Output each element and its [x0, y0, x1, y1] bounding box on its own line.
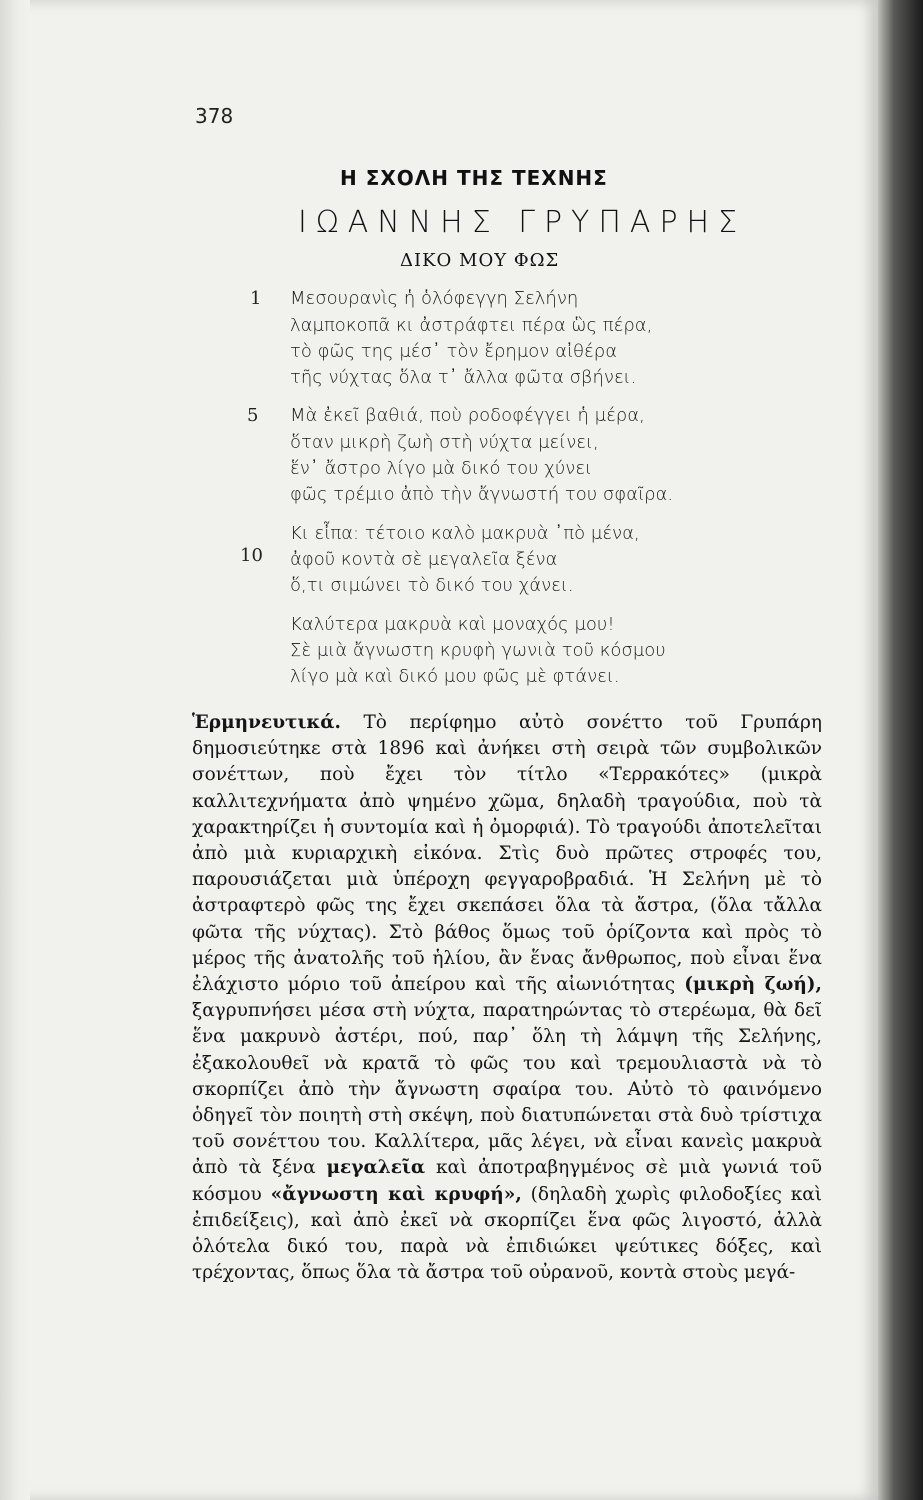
commentary-emphasis: (μικρὴ ζωή),	[684, 974, 822, 996]
commentary-emphasis: μεγαλεῖα	[326, 1157, 426, 1179]
poem-line: ὅταν μικρὴ ζωὴ στὴ νύχτα μείνει,	[290, 432, 599, 453]
page-number: 378	[195, 104, 234, 128]
line-number-1: 1	[250, 288, 262, 309]
author-name: ΙΩΑΝΝΗΣ ΓΡΥΠΑΡΗΣ	[298, 205, 747, 240]
line-number-10: 10	[240, 545, 263, 566]
poem-line: Μεσουρανὶς ἡ ὁλόφεγγη Σελήνη	[290, 288, 579, 309]
poem-line: Σὲ μιὰ ἄγνωστη κρυφὴ γωνιὰ τοῦ κόσμου	[290, 640, 666, 661]
poem-line: Κι εἶπα: τέτοιο καλὸ μακρυὰ ᾿πὸ μένα,	[290, 523, 640, 544]
poem-line: ὅ,τι σιμώνει τὸ δικό του χάνει.	[290, 575, 574, 596]
poem-line: Μὰ ἐκεῖ βαθιά, ποὺ ροδοφέγγει ἡ μέρα,	[290, 405, 645, 426]
poem-title: ΔΙΚΟ ΜΟΥ ΦΩΣ	[400, 250, 560, 271]
poem-line: λαμποκοπᾶ κι ἀστράφτει πέρα ὣς πέρα,	[290, 315, 653, 336]
poem-line: τῆς νύχτας ὅλα τ᾿ ἄλλα φῶτα σβήνει.	[290, 367, 637, 388]
scan-dark-edge	[878, 0, 923, 1500]
line-number-5: 5	[247, 405, 259, 426]
poem-line: φῶς τρέμιο ἀπὸ τὴν ἄγνωστή του σφαῖρα.	[290, 484, 674, 505]
commentary-text: Τὸ περίφημο αὐτὸ σονέττο τοῦ Γρυπάρη δημοσιεύτηκε στὰ 1896 καὶ ἀνήκει στὴ σειρὰ τῶν συμβολικῶν σονέττων, ποὺ ἔχει τὸν τίτλο «Τερρακότες» (μικρὰ καλλιτεχνήματα ἀπὸ ψημένο χῶμα, δηλαδὴ τραγούδια, ποὺ τὰ χαρακτηρίζει ἡ συντομία καὶ ἡ ὀμορφιά). Τὸ τραγούδι ἀποτελεῖται ἀπὸ μιὰ κυριαρχικὴ εἰκόνα. Στὶς δυὸ πρῶτες στροφές του, παρουσιάζεται μιὰ ὑπέροχη φεγγαροβραδιά. Ἡ Σελήνη μὲ τὸ ἀστραφτερὸ φῶς της ἔχει σκεπάσει ὅλα τὰ ἄστρα, (ὅλα τἄλλα φῶτα τῆς νύχτας). Στὸ βάθος ὅμως τοῦ ὁρίζοντα καὶ πρὸς τὸ μέρος τῆς ἀνατολῆς τοῦ ἡλίου, ἂν ἕνας ἄνθρωπος, ποὺ εἶναι ἕνα ἐλάχιστο μόριο τοῦ ἀπείρου καὶ τῆς αἰωνιότητας	[192, 712, 822, 996]
commentary-emphasis: «ἄγνωστη καὶ κρυφή»,	[270, 1183, 522, 1205]
section-title: Η ΣΧΟΛΗ ΤΗΣ ΤΕΧΝΗΣ	[340, 166, 608, 190]
commentary-text: καὶ ἀποτραβηγμένος σὲ μιὰ γωνιά τοῦ κόσμου	[192, 1157, 823, 1205]
commentary-heading: Ἑρμηνευτικά.	[192, 712, 341, 733]
poem-line: Καλύτερα μακρυὰ καὶ μοναχός μου!	[290, 614, 615, 635]
poem-line: ἀφοῦ κοντὰ σὲ μεγαλεῖα ξένα	[290, 549, 558, 570]
poem-line: λίγο μὰ καὶ δικό μου φῶς μὲ φτάνει.	[290, 666, 620, 687]
commentary-text: ξαγρυπνήσει μέσα στὴ νύχτα, παρατηρώντας τὸ στερέωμα, θὰ δεῖ ἕνα μακρυνὸ ἀστέρι, πού, παρ᾿ ὅλη τὴ λάμψη τῆς Σελήνης, ἐξακολουθεῖ νὰ κρατᾶ τὸ φῶς του καὶ τρεμουλιαστὰ νὰ τὸ σκορπίζει ἀπὸ τὴν ἄγνωστη σφαίρα του. Αὐτὸ τὸ φαινόμενο ὁδηγεῖ τὸν ποιητὴ στὴ σκέψη, ποὺ διατυπώνεται στὰ δυὸ τρίστιχα τοῦ σονέττου του. Καλλίτερα, μᾶς λέγει, νὰ εἶναι κανεὶς μακρυὰ ἀπὸ τὰ ξένα	[192, 1000, 822, 1179]
page-stack-edge	[0, 0, 30, 1500]
poem-line: τὸ φῶς της μέσ᾿ τὸν ἔρημον αἰθέρα	[290, 341, 618, 362]
commentary-paragraph	[192, 710, 822, 1286]
commentary-text: (δηλαδὴ χωρὶς φιλοδοξίες καὶ ἐπιδείξεις), καὶ ἀπὸ ἐκεῖ νὰ σκορπίζει ἕνα φῶς λιγοστό, ἀλλὰ ὁλότελα δικό του, παρὰ νὰ ἐπιδιώκει ψεύτικες δόξες, καὶ τρέχοντας, ὅπως ὅλα τὰ ἄστρα τοῦ οὐρανοῦ, κοντὰ στοὺς μεγά-	[192, 1183, 823, 1284]
poem-line: ἕν᾿ ἄστρο λίγο μὰ δικό του χύνει	[290, 458, 593, 479]
